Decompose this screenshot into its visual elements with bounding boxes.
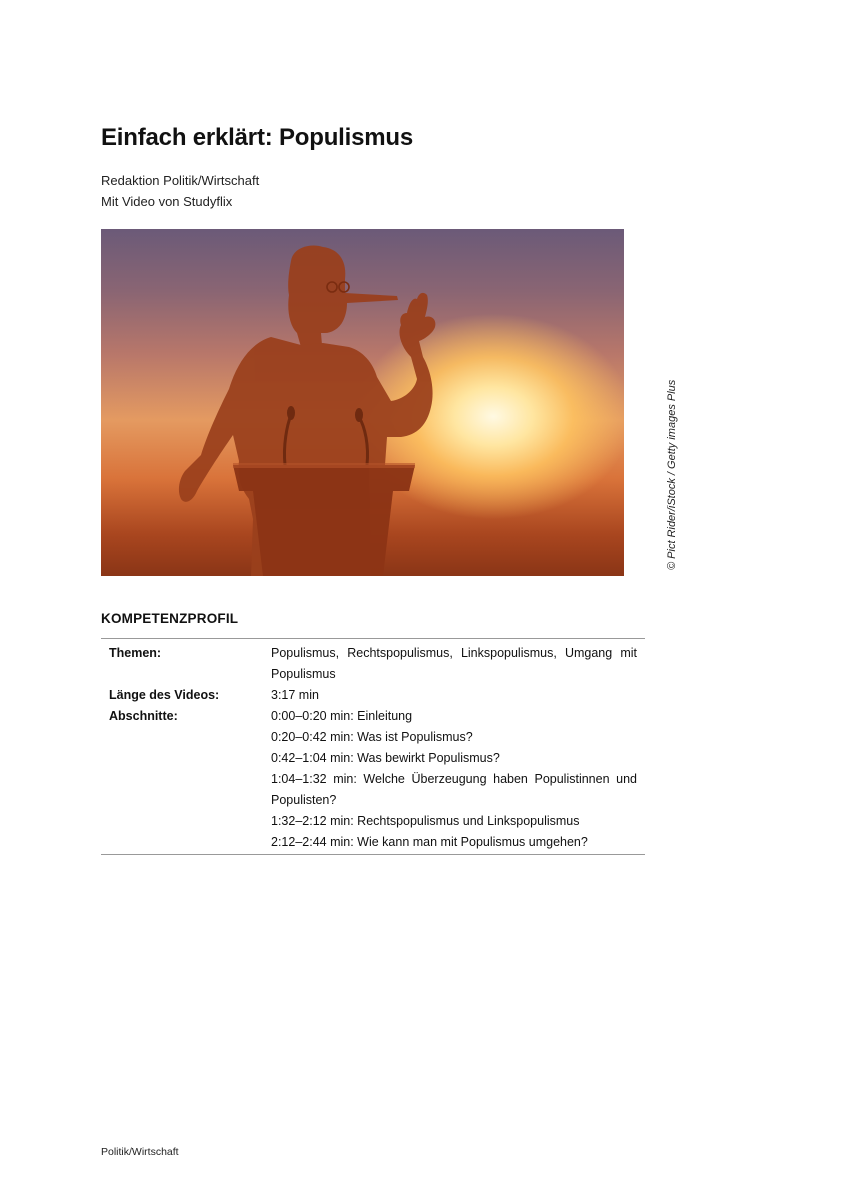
profile-row-topics <box>101 643 645 685</box>
profile-label: Themen: <box>109 646 162 660</box>
hero-image <box>101 229 624 576</box>
video-source-line: Mit Video von Studyflix <box>101 194 233 209</box>
profile-label: Abschnitte: <box>109 709 178 723</box>
profile-value: Populismus, Rechtspopulismus, Linkspopulismus, Umgang mit Populismus <box>271 646 637 681</box>
competence-profile-table <box>101 638 645 855</box>
profile-heading: KOMPETENZPROFIL <box>101 611 239 626</box>
populist-speaker-icon <box>101 229 624 576</box>
profile-label: Länge des Videos: <box>109 688 220 702</box>
section-item: 1:04–1:32 min: Welche Überzeugung haben Populistinnen und Populisten? <box>271 772 637 807</box>
image-credit: © Pict Rider/iStock / Getty images Plus <box>666 379 678 570</box>
profile-value: 3:17 min <box>271 688 319 702</box>
document-meta <box>101 170 259 212</box>
profile-row-length <box>101 685 645 706</box>
profile-row-sections <box>101 706 645 853</box>
section-item: 0:20–0:42 min: Was ist Populismus? <box>271 730 473 744</box>
section-item: 0:42–1:04 min: Was bewirkt Populismus? <box>271 751 500 765</box>
section-item: 0:00–0:20 min: Einleitung <box>271 709 413 723</box>
editorial-line: Redaktion Politik/Wirtschaft <box>101 173 260 188</box>
page-footer: Politik/Wirtschaft <box>101 1146 179 1158</box>
page-title: Einfach erklärt: Populismus <box>101 124 414 151</box>
section-item: 2:12–2:44 min: Wie kann man mit Populismus umgehen? <box>271 835 588 849</box>
section-item: 1:32–2:12 min: Rechtspopulismus und Linkspopulismus <box>271 814 580 828</box>
profile-value <box>271 706 637 853</box>
